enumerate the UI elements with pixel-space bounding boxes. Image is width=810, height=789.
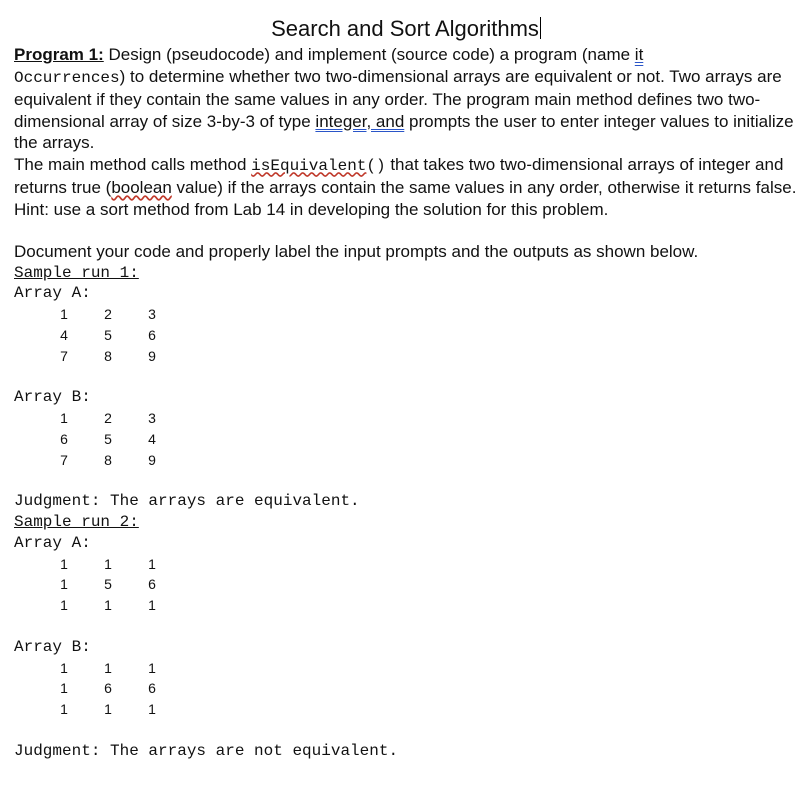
program-label: Program 1: [14, 45, 104, 64]
run1-array-b-label: Array B: [14, 388, 91, 407]
hint-text: Hint: use a sort method from Lab 14 in developing the solution for this problem. [14, 199, 609, 219]
method-description: The main method calls method isEquivalent() that takes two two-dimensional arrays of integer and returns true (boolean value) if the arrays contain the same values in any order, otherwise it returns false. [14, 154, 797, 197]
table-row: 1 6 6 [60, 680, 156, 697]
run1-array-a-grid [14, 304, 798, 366]
table-row: 4 5 6 [60, 326, 156, 343]
run2-array-a-label: Array A: [14, 533, 91, 552]
grammar-mark-integer: integer, and [315, 111, 405, 131]
document-title: Search and Sort Algorithms [271, 16, 539, 41]
run1-judgment: Judgment: The arrays are equivalent. [14, 492, 360, 511]
run1-array-a-label: Array A: [14, 284, 91, 303]
method-name-code: isEquivalent [251, 156, 367, 175]
sample-run-2-label: Sample run 2: [14, 513, 139, 532]
document-page [14, 14, 798, 762]
table-row: 1 1 1 [60, 659, 156, 676]
run2-array-b-label: Array B: [14, 637, 91, 656]
spelling-mark-boolean: boolean [111, 178, 172, 197]
table-row: 1 2 3 [60, 306, 156, 323]
run2-array-b-grid [14, 658, 798, 720]
table-row: 1 1 1 [60, 597, 156, 614]
table-row: 7 8 9 [60, 451, 156, 468]
sample-run-1-label: Sample run 1: [14, 263, 139, 282]
run2-array-a-grid [14, 554, 798, 616]
grammar-mark-it: it [634, 45, 644, 64]
table-row: 1 2 3 [60, 410, 156, 427]
table-row: 1 1 1 [60, 555, 156, 572]
table-row: 1 1 1 [60, 701, 156, 718]
document-instruction: Document your code and properly label the input prompts and the outputs as shown below. [14, 242, 699, 261]
table-row: 7 8 9 [60, 347, 156, 364]
text-cursor [540, 17, 541, 39]
run1-array-b-grid [14, 408, 798, 470]
table-row: 6 5 4 [60, 430, 156, 447]
table-row: 1 5 6 [60, 576, 156, 593]
program-name-code: Occurrences [14, 68, 120, 87]
program-description: Program 1: Design (pseudocode) and implement (source code) a program (name it Occurrences) to determine whether two two-dimensional arrays are equivalent or not. Two arrays are equivalent if they contain the same values in any order. The program main method defines two two-dimensional array of size 3-by-3 of type integer, and prompts the user to enter integer values to initialize the arrays. [14, 45, 794, 152]
run2-judgment: Judgment: The arrays are not equivalent. [14, 741, 399, 760]
